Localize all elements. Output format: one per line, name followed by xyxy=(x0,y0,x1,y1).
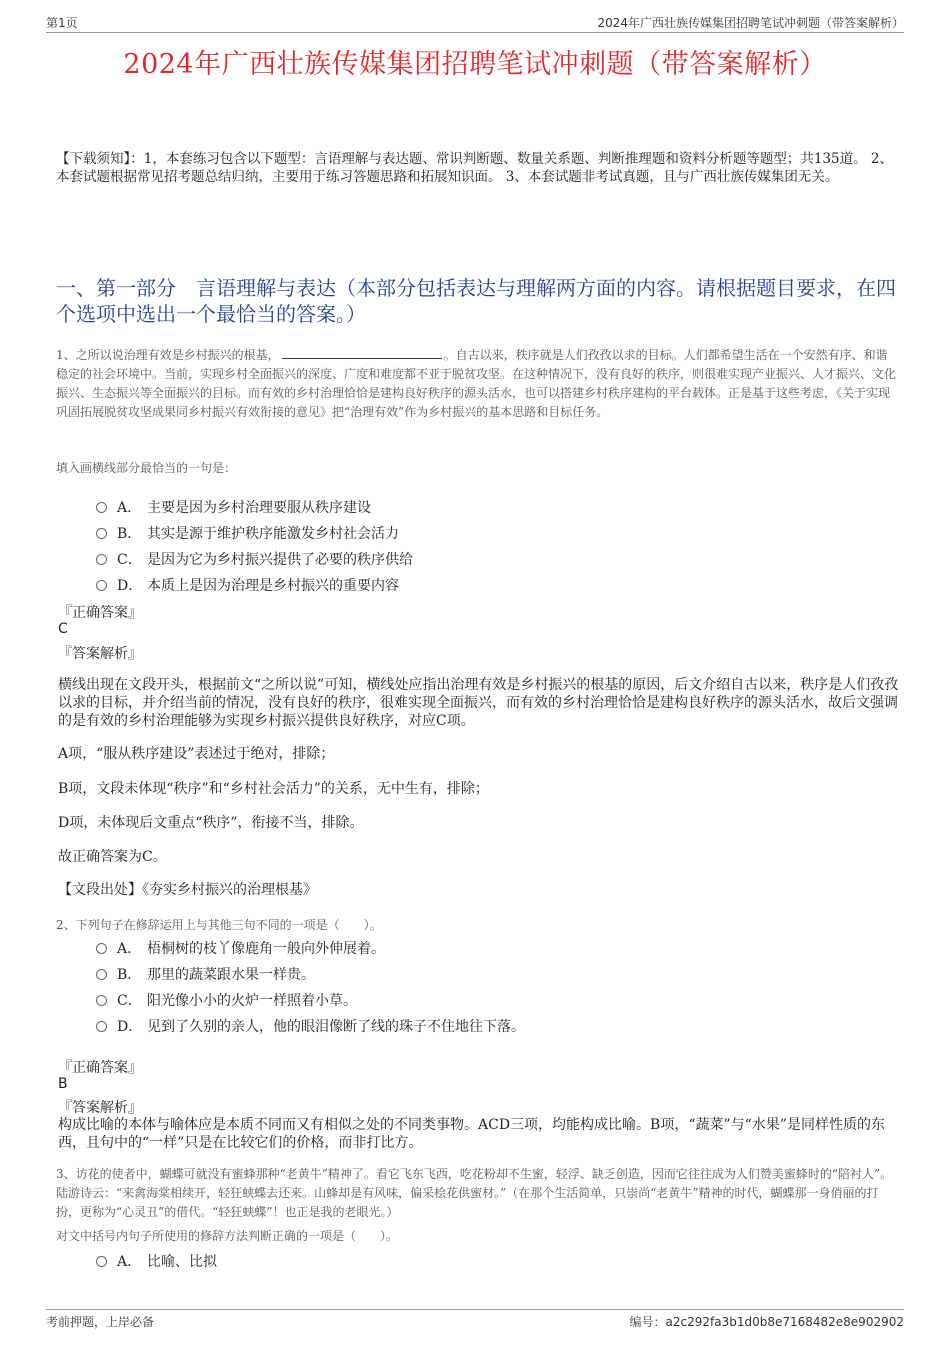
q1-option-a[interactable]: A． 主要是因为乡村治理要服从秩序建设 xyxy=(96,497,371,517)
question-1-stem xyxy=(56,346,898,422)
question-2-stem: 2、下列句子在修辞运用上与其他三句不同的一项是（ ）。 xyxy=(56,918,382,932)
radio-icon[interactable] xyxy=(96,1021,107,1032)
q2-answer-label: 『正确答案』 xyxy=(58,1060,142,1076)
download-notice: 【下载须知】：1，本套练习包含以下题型：言语理解与表达题、常识判断题、数量关系题、判断推理题和资料分析题等题型；共135道。 2、本套试题根据常见招考题总结归纳，主要用于练习答题思路和拓展知识面。 3、本套试题非考试真题，且与广西壮族传媒集团无关。 xyxy=(56,151,893,185)
section-heading: 一、第一部分 言语理解与表达（本部分包括表达与理解两方面的内容。请根据题目要求，在四个选项中选出一个最恰当的答案。） xyxy=(56,276,896,326)
radio-icon[interactable] xyxy=(96,995,107,1006)
q2-option-c[interactable]: C． 阳光像小小的火炉一样照着小草。 xyxy=(96,990,357,1010)
header-divider xyxy=(46,32,904,33)
page-title: 2024年广西壮族传媒集团招聘笔试冲刺题（带答案解析） xyxy=(123,49,827,80)
q1-note-b: B项，文段未体现“秩序”和“乡村社会活力”的关系，无中生有，排除； xyxy=(58,781,489,797)
header-doc-title: 2024年广西壮族传媒集团招聘笔试冲刺题（带答案解析） xyxy=(597,16,904,30)
q2-option-b[interactable]: B． 那里的蔬菜跟水果一样贵。 xyxy=(96,964,315,984)
question-1-prompt: 填入画横线部分最恰当的一句是： xyxy=(56,461,237,475)
q1-note-d: D项，未体现后文重点“秩序”，衔接不当，排除。 xyxy=(58,815,364,831)
question-1-stem-before: 1、之所以说治理有效是乡村振兴的根基， xyxy=(56,348,280,362)
radio-icon[interactable] xyxy=(96,969,107,980)
q1-option-c[interactable]: C． 是因为它为乡村振兴提供了必要的秩序供给 xyxy=(96,549,413,569)
q2-option-d[interactable]: D． 见到了久别的亲人，他的眼泪像断了线的珠子不住地往下落。 xyxy=(96,1016,525,1036)
q1-note-a: A项，“服从秩序建设”表述过于绝对，排除； xyxy=(58,746,335,762)
radio-icon[interactable] xyxy=(96,1256,107,1267)
radio-icon[interactable] xyxy=(96,554,107,565)
q2-analysis-label: 『答案解析』 xyxy=(58,1100,142,1116)
footer-code: 编号：a2c292fa3b1d0b8e7168482e8e902902 xyxy=(629,1315,904,1329)
radio-icon[interactable] xyxy=(96,502,107,513)
question-3-prompt: 对文中括号内句子所使用的修辞方法判断正确的一项是（ ）。 xyxy=(56,1229,399,1243)
radio-icon[interactable] xyxy=(96,943,107,954)
q2-answer: B xyxy=(58,1076,68,1092)
radio-icon[interactable] xyxy=(96,528,107,539)
q2-analysis: 构成比喻的本体与喻体应是本质不同而又有相似之处的不同类事物。ACD三项，均能构成比喻。B项，“蔬菜”与“水果”是同样性质的东西，且句中的“一样”只是在比较它们的价格，而非打比方。 xyxy=(58,1117,885,1151)
question-3-stem: 3、访花的使者中，蝴蝶可就没有蜜蜂那种“老黄牛”精神了。看它飞东飞西，吃花粉却不生蜜，轻浮、缺乏创造，因而它往往成为人们赞美蜜蜂时的“陪衬人”。陆游诗云：“来禽海棠相续开，轻狂蛱蝶去还来。山蜂却是有风味，偏采桧花供蜜材。”（在那个生活简单，只崇尚“老黄牛”精神的时代，蝴蝶那一身俏丽的打扮，更称为“心灵丑”的借代。“轻狂蛱蝶”！也正是我的老眼光。） xyxy=(56,1167,893,1219)
q2-option-a[interactable]: A． 梧桐树的枝丫像鹿角一般向外伸展着。 xyxy=(96,938,385,958)
question-1-stem-after: 。自古以来，秩序就是人们孜孜以求的目标。人们都希望生活在一个安然有序、和谐稳定的社会环境中。当前，实现乡村全面振兴的深度、广度和难度都不亚于脱贫攻坚。在这种情况下，没有良好的秩序，则很难实现产业振兴、人才振兴、文化振兴、生态振兴等全面振兴的目标。而有效的乡村治理恰恰是建构良好秩序的源头活水，也可以搭建乡村秩序建构的平台载体。正是基于这些考虑，《关于实现巩固拓展脱贫攻坚成果同乡村振兴有效衔接的意见》把“治理有效”作为乡村振兴的基本思路和目标任务。 xyxy=(56,348,897,419)
page-number: 第1页 xyxy=(46,16,78,30)
footer-divider xyxy=(46,1309,904,1310)
footer-slogan: 考前押题，上岸必备 xyxy=(46,1315,155,1329)
radio-icon[interactable] xyxy=(96,580,107,591)
q1-answer-label: 『正确答案』 xyxy=(58,605,142,621)
q1-answer: C xyxy=(58,621,68,637)
q1-source: 【文段出处】《夯实乡村振兴的治理根基》 xyxy=(58,882,317,898)
q1-conclusion: 故正确答案为C。 xyxy=(58,849,167,865)
q1-option-d[interactable]: D． 本质上是因为治理是乡村振兴的重要内容 xyxy=(96,575,399,595)
q1-option-b[interactable]: B． 其实是源于维护秩序能激发乡村社会活力 xyxy=(96,523,399,543)
document-code: a2c292fa3b1d0b8e7168482e8e902902 xyxy=(665,1315,904,1329)
fill-blank xyxy=(282,346,442,359)
q3-option-a[interactable]: A． 比喻、比拟 xyxy=(96,1251,217,1271)
q1-analysis: 横线出现在文段开头，根据前文“之所以说”可知，横线处应指出治理有效是乡村振兴的根基的原因，后文介绍自古以来，秩序是人们孜孜以求的目标，并介绍当前的情况，没有良好的秩序，很难实现全面振兴，而有效的乡村治理恰恰是建构良好秩序的源头活水，故后文强调的是有效的乡村治理能够为实现乡村振兴提供良好秩序，对应C项。 xyxy=(58,677,899,729)
q1-analysis-label: 『答案解析』 xyxy=(58,646,142,662)
